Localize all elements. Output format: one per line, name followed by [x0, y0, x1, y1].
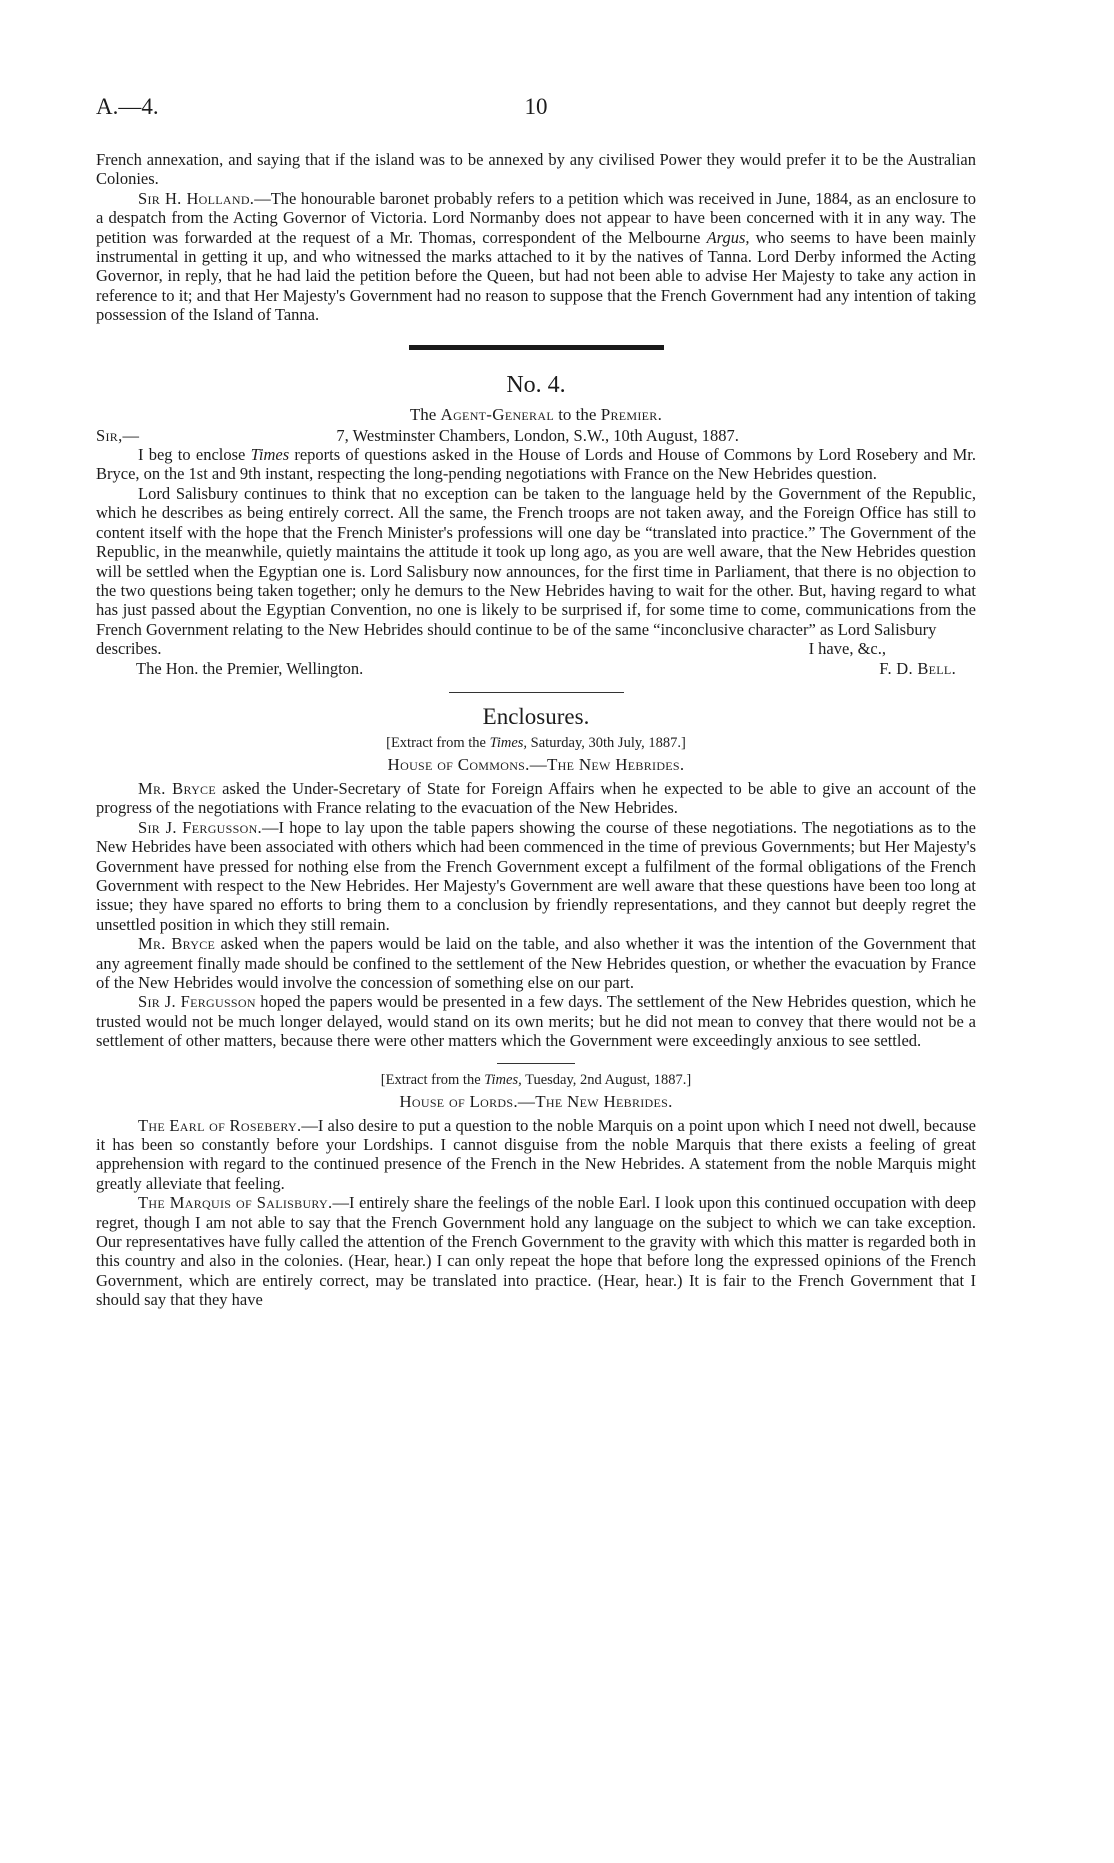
lords-paragraph-1 — [96, 1116, 976, 1194]
address-sender: Agent-General — [440, 404, 554, 424]
speaker-name: Sir H. Holland. — [138, 188, 255, 208]
newspaper-name: Times, — [489, 734, 528, 751]
speaker-name: Sir J. Fergusson — [138, 992, 256, 1012]
extract-citation-2 — [96, 1070, 976, 1090]
letter-paragraph-2: Lord Salisbury continues to think that no exception can be taken to the language held by the Government of the Republic, which he describes as being entirely correct. All the same, the French troops are not taken away, and the Foreign Office has still to content itself with the hope that the French Minister's professions will one day be “translated into practice.” The Government of the Republic, in the meanwhile, quietly maintains the attitude it took up long ago, as you are well aware, that the New Hebrides question will be settled when the Egyptian one is. Lord Salisbury now announces, for the first time in Parliament, that there is no objection to the two questions being taken together; only he demurs to the New Hebrides having to wait for the other. But, having regard to what has just passed about the Egyptian Convention, no one is likely to be surprised if, for some time to come, communications from the French Government relating to the New Hebrides should continue to be of the same “inconclusive character” as Lord Salisbury — [96, 483, 976, 639]
address-text: The — [409, 404, 441, 424]
address-recipient: Premier. — [600, 404, 663, 424]
speaker-name: Sir J. Fergusson. — [138, 817, 262, 837]
page-header — [96, 94, 976, 128]
speaker-name: The Earl of Rosebery. — [138, 1115, 302, 1135]
paragraph-text: asked the Under-Secretary of State for Foreign Affairs when he expected to be able to give an account of the progress of the negotiations with France relating to the evacuation of the New Hebrides. — [96, 778, 976, 818]
section-divider — [409, 345, 664, 350]
commons-paragraph-3 — [96, 934, 976, 992]
letter-address — [96, 404, 976, 426]
intro-paragraph-2 — [96, 189, 976, 325]
paragraph-text: reports of questions asked in the House of Lords and House of Commons by Lord Rosebery and Mr. Bryce, on the 1st and 9th instant, respecting the long-pending negotiations with France on the New Hebrides question. — [96, 445, 976, 484]
letter-date: 7, Westminster Chambers, London, S.W., 10th August, 1887. — [336, 425, 739, 445]
letter-recipient: The Hon. the Premier, Wellington. — [136, 658, 364, 678]
paragraph-text: —I also desire to put a question to the noble Marquis on a point upon which I need not dwell, because it has been so constantly before your Lordships. I cannot disguise from the noble Marquis that there exists a feeling of great apprehension with regard to the continued presence of the French in the New Hebrides. A statement from the noble Marquis might greatly alleviate that feeling. — [96, 1115, 977, 1193]
letter-dateline — [96, 426, 976, 445]
main-text-column — [96, 150, 976, 1310]
intro-paragraph-1: French annexation, and saying that if the island was to be annexed by any civilised Power they would prefer it to be the Australian Colonies. — [96, 150, 976, 189]
newspaper-name: Argus, — [706, 227, 750, 247]
letter-paragraph-1 — [96, 445, 976, 484]
lords-paragraph-2 — [96, 1193, 976, 1309]
citation-text: Saturday, 30th July, 1887.] — [527, 734, 686, 751]
enclosures-heading: Enclosures. — [482, 703, 590, 729]
letter-closing-line — [96, 639, 976, 658]
page-number: 10 — [524, 94, 548, 119]
newspaper-name: Times — [250, 445, 290, 465]
citation-text: [Extract from the — [380, 1071, 485, 1088]
paragraph-text: —I hope to lay upon the table papers showing the course of these negotiations. The negotiations as to the New Hebrides have been associated with others which had been commenced in the time of previous Governments; but Her Majesty's Government have pressed for nothing else from the French Government except a fulfilment of the formal obligations of the French Government with respect to the New Hebrides. Her Majesty's Government are well aware that these questions have been too long at issue; they have spared no efforts to bring them to a conclusion by friendly representations, and they cannot but deeply regret the unsettled position in which they still remain. — [96, 817, 976, 934]
citation-text: Tuesday, 2nd August, 1887.] — [521, 1071, 692, 1088]
commons-paragraph-2 — [96, 818, 976, 934]
paragraph-tail: describes. — [96, 639, 162, 659]
speaker-name: The Marquis of Salisbury. — [138, 1193, 333, 1213]
speaker-name: Mr. Bryce — [138, 778, 216, 798]
divider-line — [449, 692, 624, 693]
signature: F. D. Bell. — [879, 658, 956, 678]
salutation: Sir,— — [96, 425, 140, 445]
paragraph-text: I beg to enclose — [138, 445, 251, 465]
extract-citation-1 — [96, 733, 976, 753]
commons-paragraph-4 — [96, 992, 976, 1050]
paragraph-text: —The honourable baronet probably refers to a petition which was received in June, 1884, as an enclosure to a despatch from the Acting Governor of Victoria. Lord Normanby does not appear to have been concerned with it in any way. The petition was forwarded at the request of a Mr. Thomas, correspondent of the Melbourne — [96, 188, 976, 247]
section-heading-commons: House of Commons.—The New Hebrides. — [387, 754, 685, 774]
paragraph-text: asked when the papers would be laid on the table, and also whether it was the intention of the Government that any agreement finally made should be confined to the settlement of the New Hebrides question, or whether the evacuation by France of the New Hebrides would involve the concession of something else on our part. — [96, 934, 976, 992]
letter-number: No. 4. — [506, 371, 566, 398]
closing-formula: I have, &c., — [808, 639, 886, 659]
divider-line — [497, 1063, 575, 1064]
address-text: to the — [553, 404, 601, 424]
speaker-name: Mr. Bryce — [138, 934, 216, 954]
folio-reference: A.—4. — [96, 94, 159, 119]
section-heading-lords: House of Lords.—The New Hebrides. — [399, 1091, 673, 1111]
letter-signature-line — [96, 659, 976, 678]
citation-text: [Extract from the — [386, 734, 490, 751]
newspaper-name: Times, — [484, 1071, 522, 1088]
commons-paragraph-1 — [96, 779, 976, 818]
paragraph-text: —I entirely share the feelings of the noble Earl. I look upon this continued occupation with deep regret, though I am not able to say that the French Government hold any language on the subject to which we can take exception. Our representatives have fully called the attention of the French Government to the gravity with which this matter is regarded both in this country and also in the colonies. (Hear, hear.) I can only repeat the hope that before long the expressed opinions of the French Government, which are entirely correct, may be translated into practice. (Hear, hear.) It is fair to the French Government that I should say that they have — [96, 1193, 976, 1310]
paragraph-text: hoped the papers would be presented in a few days. The settlement of the New Hebrides question, which he trusted would not be much longer delayed, would stand on its own merits; but he did not mean to convey that there would not be a settlement of other matters, because there were other matters which the Government were exceedingly anxious to see settled. — [96, 992, 976, 1051]
paragraph-text: who seems to have been mainly instrumental in getting it up, and who witnessed the marks attached to it by the natives of Tanna. Lord Derby informed the Acting Governor, in reply, that he had laid the petition before the Queen, but had not been able to advise Her Majesty to take any action in reference to it; and that Her Majesty's Government had no reason to suppose that the French Government had any intention of taking possession of the Island of Tanna. — [96, 227, 976, 325]
